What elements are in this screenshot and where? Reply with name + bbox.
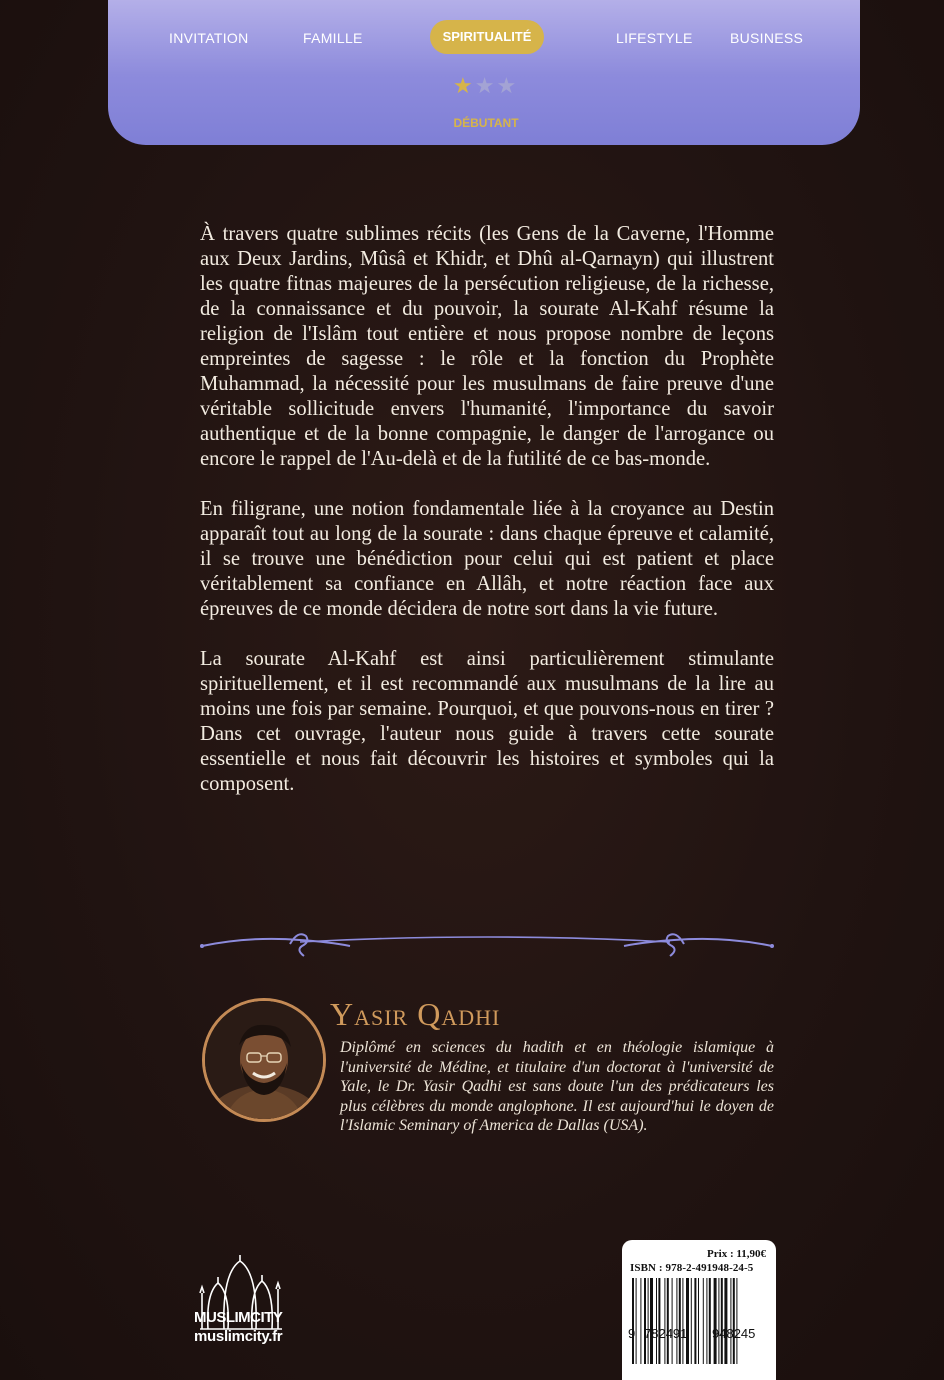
star-empty-icon: ★ — [474, 74, 497, 99]
ornament-divider — [200, 922, 774, 962]
barcode-bar — [640, 1278, 641, 1364]
publisher-url[interactable]: muslimcity.fr — [194, 1328, 283, 1345]
barcode-bar — [733, 1278, 735, 1364]
barcode-bar — [714, 1278, 717, 1364]
category-lifestyle[interactable]: LIFESTYLE — [616, 30, 693, 46]
publisher-name: MUSLIMCITY — [194, 1309, 283, 1326]
barcode-bar — [648, 1278, 649, 1364]
star-filled-icon: ★ — [453, 74, 475, 99]
book-description — [200, 222, 774, 822]
barcode-bar — [644, 1278, 646, 1364]
barcode-bar — [691, 1278, 692, 1364]
barcode-bar — [676, 1278, 677, 1364]
barcode-bar — [694, 1278, 696, 1364]
barcode-bar — [650, 1278, 653, 1364]
category-famille[interactable]: FAMILLE — [303, 30, 363, 46]
barcode-bar — [706, 1278, 707, 1364]
author-bio-text: Diplômé en sciences du hadith et en théologie islamique à l'université de Médine, et titulaire d'un doctorat à l'université de Yale, le Dr. Yasir Qadhi est sans doute l'un des prédicateurs les plus célèbres du monde anglophone. Il est aujourd'hui le doyen de l'Islamic Seminary of America de Dallas (USA). — [340, 1039, 774, 1135]
barcode-bar — [656, 1278, 657, 1364]
star-empty-icon: ★ — [496, 74, 519, 99]
price-label: Prix : 11,90€ — [707, 1248, 766, 1260]
category-banner — [108, 0, 860, 145]
level-stars — [453, 76, 518, 98]
barcode-bar — [730, 1278, 731, 1364]
barcode-bar — [698, 1278, 699, 1364]
description-paragraph: À travers quatre sublimes récits (les Gens de la Caverne, l'Homme aux Deux Jardins, Mûsâ et Khidr, et Dhû al-Qarnayn) qui illustrent les quatre fitnas majeures de la persécution religieuse, de la richesse, de la connaissance et du pouvoir, la sourate Al-Kahf résume la religion de l'Islâm tout entière et nous propose nombre de leçons empreintes de sagesse : le rôle et la fonction du Prophète Muhammad, la nécessité pour les musulmans de faire preuve d'une véritable sollicitude envers l'humanité, l'importance du savoir authentique et de la bonne compagnie, le danger de l'arrogance ou encore le rappel de l'Au-delà et de la futilité de ce bas-monde. — [200, 223, 774, 470]
author-name: Yasir Qadhi — [330, 996, 501, 1032]
barcode-bar — [632, 1278, 634, 1364]
barcode-bar — [686, 1278, 689, 1364]
barcode-icon — [632, 1278, 768, 1364]
barcode-lead-digit: 9 — [628, 1326, 636, 1341]
barcode-bar — [718, 1278, 719, 1364]
category-spiritualite-active[interactable]: SPIRITUALITÉ — [430, 20, 544, 54]
barcode-bar — [679, 1278, 681, 1364]
category-business[interactable]: BUSINESS — [730, 30, 804, 46]
barcode-bar — [709, 1278, 711, 1364]
barcode-bar — [682, 1278, 683, 1364]
barcode-bar — [664, 1278, 665, 1364]
barcode-bar — [636, 1278, 637, 1364]
description-paragraph: En filigrane, une notion fondamentale liée à la croyance au Destin apparaît tout au long de la sourate : dans chaque épreuve et calamité, il se trouve une bénédiction pour celui qui est patient et place véritablement sa confiance en Allâh, et notre réaction face aux épreuves de ce monde décidera de notre sort dans la vie future. — [200, 498, 774, 620]
barcode-panel — [622, 1240, 776, 1380]
barcode-bar — [724, 1278, 727, 1364]
barcode-bar — [672, 1278, 673, 1364]
author-bio — [290, 1038, 774, 1136]
barcode-right-digits: 948245 — [712, 1326, 756, 1341]
barcode-bar — [703, 1278, 704, 1364]
category-invitation[interactable]: INVITATION — [169, 30, 249, 46]
level-label: DÉBUTANT — [453, 116, 519, 130]
description-paragraph: La sourate Al-Kahf est ainsi particulièrement stimulante spirituellement, et il est recommandé aux musulmans de la lire au moins une fois par semaine. Pourquoi, et que pouvons-nous en tirer ? Dans cet ouvrage, l'auteur nous guide à travers cette sourate essentielle et nous fait découvrir les histoires et symboles qui la composent. — [200, 648, 774, 795]
barcode-bar — [721, 1278, 723, 1364]
barcode-bar — [658, 1278, 660, 1364]
barcode-bar — [736, 1278, 737, 1364]
isbn-label: ISBN : 978-2-491948-24-5 — [630, 1262, 754, 1274]
barcode-bar — [667, 1278, 669, 1364]
barcode-left-digits: 782491 — [644, 1326, 688, 1341]
